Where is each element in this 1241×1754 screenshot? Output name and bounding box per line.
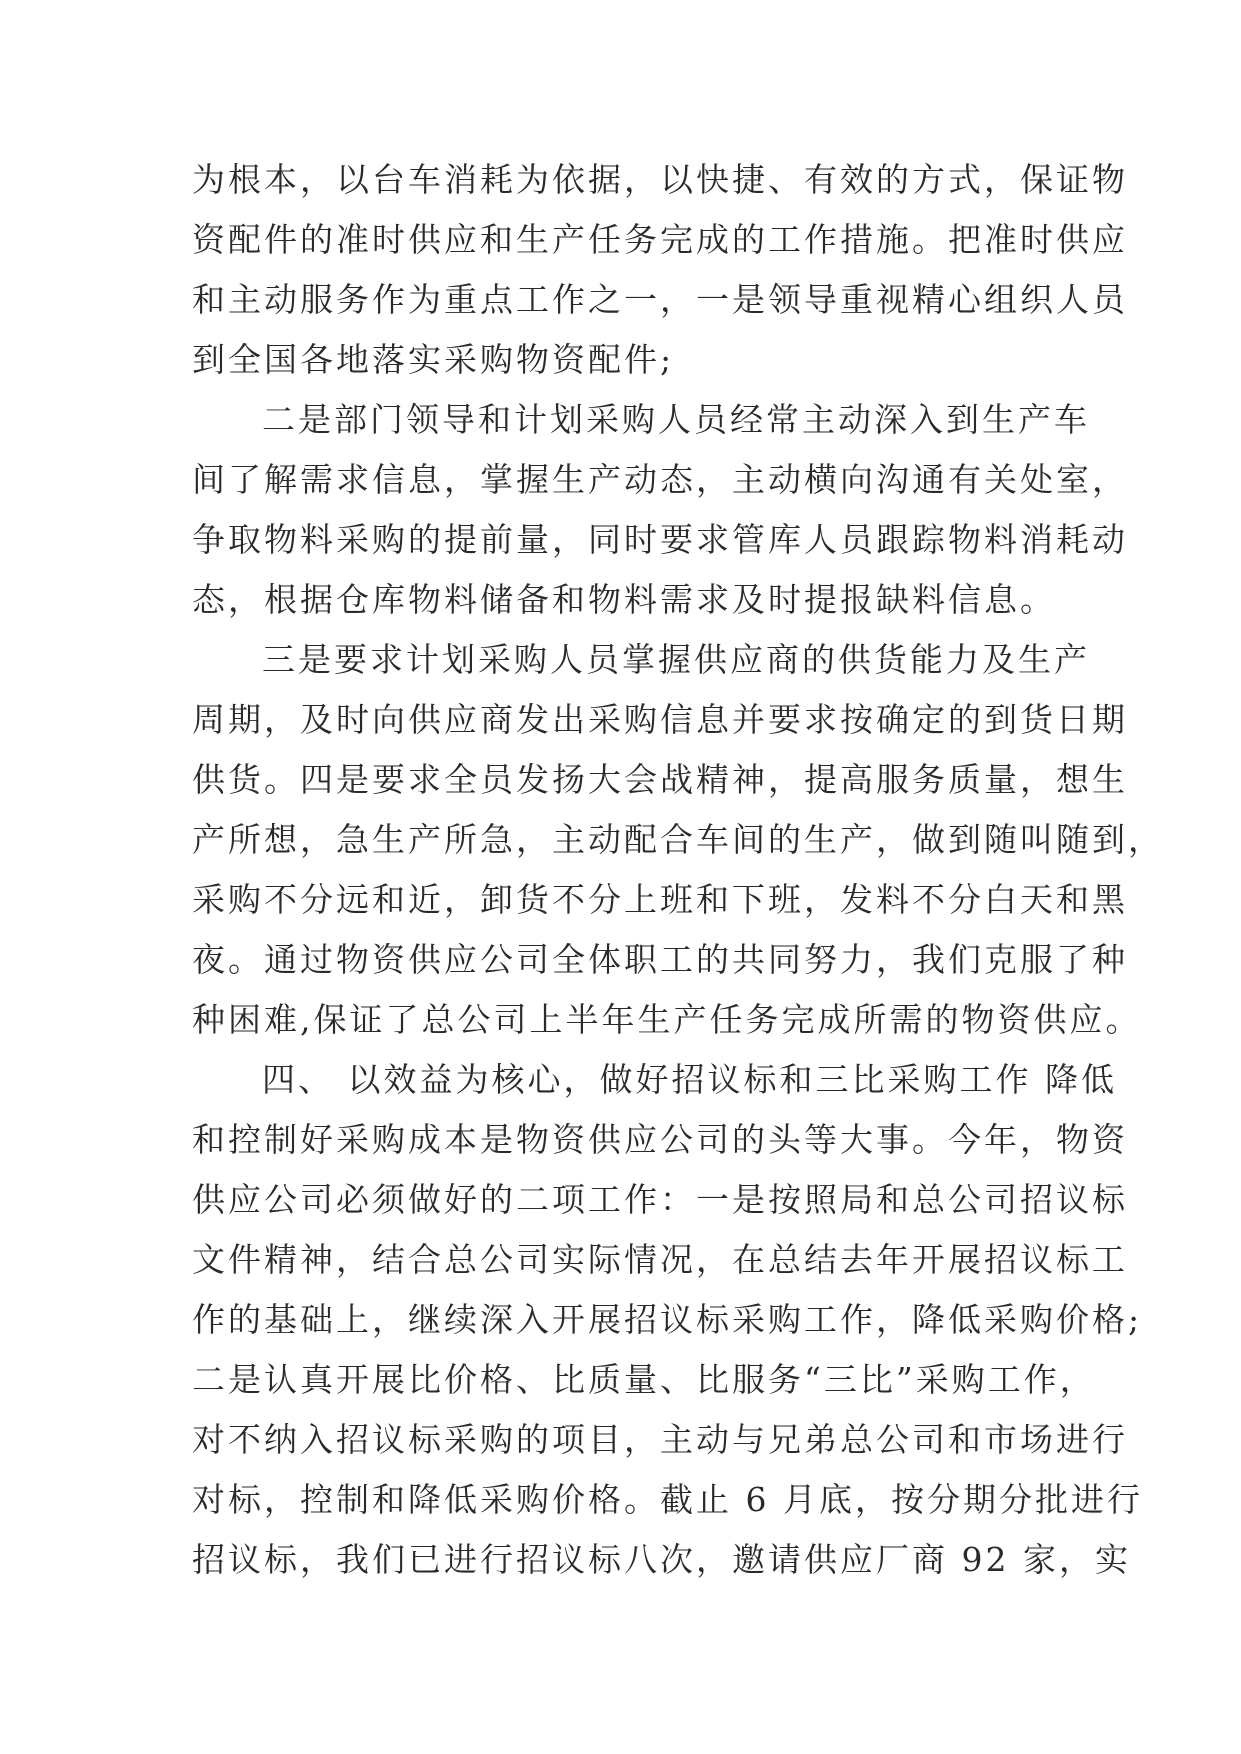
text-line: 对标，控制和降低采购价格。截止 6 月底，按分期分批进行	[192, 1480, 1143, 1519]
text-line: 周期，及时向供应商发出采购信息并要求按确定的到货日期	[192, 700, 1128, 739]
text-line: 供货。四是要求全员发扬大会战精神，提高服务质量，想生	[192, 760, 1128, 799]
text-line: 二是认真开展比价格、比质量、比服务“三比”采购工作，	[192, 1360, 1096, 1399]
body-text	[192, 150, 1164, 1590]
text-line: 采购不分远和近，卸货不分上班和下班，发料不分白天和黑	[192, 880, 1128, 919]
text-line: 种困难,保证了总公司上半年生产任务完成所需的物资供应。	[192, 1000, 1142, 1039]
text-line: 招议标，我们已进行招议标八次，邀请供应厂商 92 家，实	[192, 1540, 1131, 1579]
paragraph-start-line: 三是要求计划采购人员掌握供应商的供货能力及生产	[262, 640, 1090, 679]
paragraph-start-line: 四、 以效益为核心，做好招议标和三比采购工作 降低	[262, 1060, 1117, 1099]
text-line: 产所想，急生产所急，主动配合车间的生产，做到随叫随到，	[192, 820, 1164, 859]
text-line: 和主动服务作为重点工作之一，一是领导重视精心组织人员	[192, 280, 1128, 319]
text-line: 态，根据仓库物料储备和物料需求及时提报缺料信息。	[192, 580, 1056, 619]
text-line: 资配件的准时供应和生产任务完成的工作措施。把准时供应	[192, 220, 1128, 259]
paragraph-start-line: 二是部门领导和计划采购人员经常主动深入到生产车	[262, 400, 1090, 439]
text-line: 文件精神，结合总公司实际情况，在总结去年开展招议标工	[192, 1240, 1128, 1279]
text-line: 对不纳入招议标采购的项目，主动与兄弟总公司和市场进行	[192, 1420, 1128, 1459]
text-line: 间了解需求信息，掌握生产动态，主动横向沟通有关处室，	[192, 460, 1128, 499]
text-line: 作的基础上，继续深入开展招议标采购工作，降低采购价格;	[192, 1300, 1143, 1339]
text-line: 供应公司必须做好的二项工作：一是按照局和总公司招议标	[192, 1180, 1128, 1219]
text-line: 争取物料采购的提前量，同时要求管库人员跟踪物料消耗动	[192, 520, 1128, 559]
text-line: 到全国各地落实采购物资配件;	[192, 340, 675, 379]
text-line: 和控制好采购成本是物资供应公司的头等大事。今年，物资	[192, 1120, 1128, 1159]
text-line: 为根本，以台车消耗为依据，以快捷、有效的方式，保证物	[192, 160, 1128, 199]
text-line: 夜。通过物资供应公司全体职工的共同努力，我们克服了种	[192, 940, 1128, 979]
